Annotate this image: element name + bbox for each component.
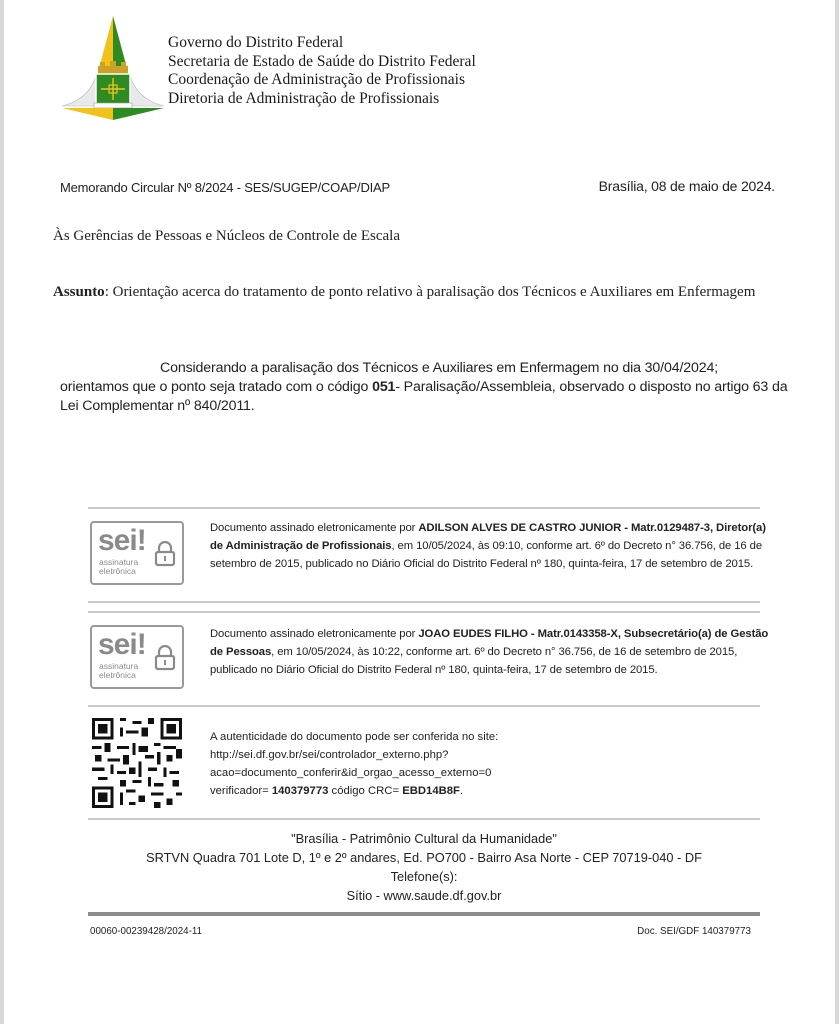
memo-recipients: Às Gerências de Pessoas e Núcleos de Controle de Escala xyxy=(53,228,400,244)
header-line-1: Governo do Distrito Federal xyxy=(168,34,344,51)
body-code: 051 xyxy=(372,379,396,395)
padlock-icon xyxy=(154,645,176,671)
header-line-3: Coordenação de Administração de Profissionais xyxy=(168,71,466,88)
qr-code-icon[interactable] xyxy=(92,718,182,808)
signature-2-text: Documento assinado eletronicamente por JOAO EUDES FILHO - Matr.0143358-X, Subsecretário(a) de Gestão de Pessoas, em 10/05/2024, às 10:22, conforme art. 6º do Decreto n° 36.756, de 16 de setembro de 2015, publicado no Diário Oficial do Distrito Federal nº 180, quinta-feira, 17 de setembro de 2015. xyxy=(210,628,769,677)
signature-1-text: Documento assinado eletronicamente por ADILSON ALVES DE CASTRO JUNIOR - Matr.0129487-3, Diretor(a) de Administração de Profissionais, em 10/05/2024, às 09:10, conforme art. 6º do Decreto n° 36.756, de 16 de setembro de 2015, publicado no Diário Oficial do Distrito Federal nº 180, quinta-feira, 17 de setembro de 2015. xyxy=(210,522,766,571)
process-number: 00060-00239428/2024-11 xyxy=(90,926,203,937)
verifier-code: 140379773 xyxy=(271,785,329,797)
footer-site[interactable]: Sítio - www.saude.df.gov.br xyxy=(346,888,502,903)
header-line-4: Diretoria de Administração de Profissionais xyxy=(168,89,440,107)
crc-code: EBD14B8F xyxy=(402,785,460,797)
subject-label: Assunto xyxy=(53,284,105,300)
sei-logo: sei! xyxy=(98,524,146,557)
institution-header xyxy=(168,34,476,108)
footer-motto: "Brasília - Patrimônio Cultural da Humanidade" xyxy=(291,831,557,846)
authenticity-codes: verificador= 140379773 código CRC= EBD14B8F. xyxy=(210,785,464,797)
body-part-1: Considerando a paralisação dos Técnicos e Auxiliares em Enfermagem no dia 30/04/2024; orientamos que o ponto seja tratado com o código xyxy=(60,360,718,395)
signer-name: JOAO EUDES FILHO - Matr.0143358-X, Subsecretário(a) de Gestão de Pessoas xyxy=(210,628,769,659)
authenticity-info xyxy=(210,728,498,800)
document-page xyxy=(4,0,835,1024)
padlock-icon xyxy=(154,541,176,567)
sei-signature-seal xyxy=(90,625,184,689)
memo-body xyxy=(60,359,790,416)
divider xyxy=(88,611,760,613)
header-line-2: Secretaria de Estado de Saúde do Distrito Federal xyxy=(168,52,476,70)
document-number: Doc. SEI/GDF 140379773 xyxy=(637,926,751,937)
gdf-brasao-icon xyxy=(58,14,168,122)
sei-seal-caption: assinatura eletrônica xyxy=(99,661,139,680)
memo-reference: Memorando Circular Nº 8/2024 - SES/SUGEP/COAP/DIAP xyxy=(60,180,390,195)
divider xyxy=(88,705,760,707)
footer-phone: Telefone(s): xyxy=(390,869,458,884)
body-part-2: - Paralisação/Assembleia, observado o disposto no artigo 63 da Lei Complementar nº 840/2011. xyxy=(60,379,788,414)
memo-date: Brasília, 08 de maio de 2024. xyxy=(598,178,775,194)
sei-seal-caption: assinatura eletrônica xyxy=(99,557,139,576)
authenticity-url[interactable]: http://sei.df.gov.br/sei/controlador_externo.php? xyxy=(210,749,449,761)
authenticity-line-1: A autenticidade do documento pode ser conferida no site: xyxy=(210,731,499,743)
footer-address-block xyxy=(88,829,760,905)
signer-name: ADILSON ALVES DE CASTRO JUNIOR - Matr.0129487-3, Diretor(a) de Administração de Profissionais xyxy=(210,522,766,553)
divider xyxy=(88,912,760,916)
divider xyxy=(88,601,760,603)
divider xyxy=(88,507,760,509)
footer-address: SRTVN Quadra 701 Lote D, 1º e 2º andares, Ed. PO700 - Bairro Asa Norte - CEP 70719-040 - DF xyxy=(146,850,702,865)
sei-signature-seal xyxy=(90,521,184,585)
memo-subject xyxy=(53,283,793,301)
subject-text: : Orientação acerca do tratamento de ponto relativo à paralisação dos Técnicos e Auxiliares em Enfermagem xyxy=(104,284,756,300)
sei-logo: sei! xyxy=(98,628,146,661)
authenticity-url-params[interactable]: acao=documento_conferir&id_orgao_acesso_externo=0 xyxy=(210,767,492,779)
divider xyxy=(88,818,760,820)
